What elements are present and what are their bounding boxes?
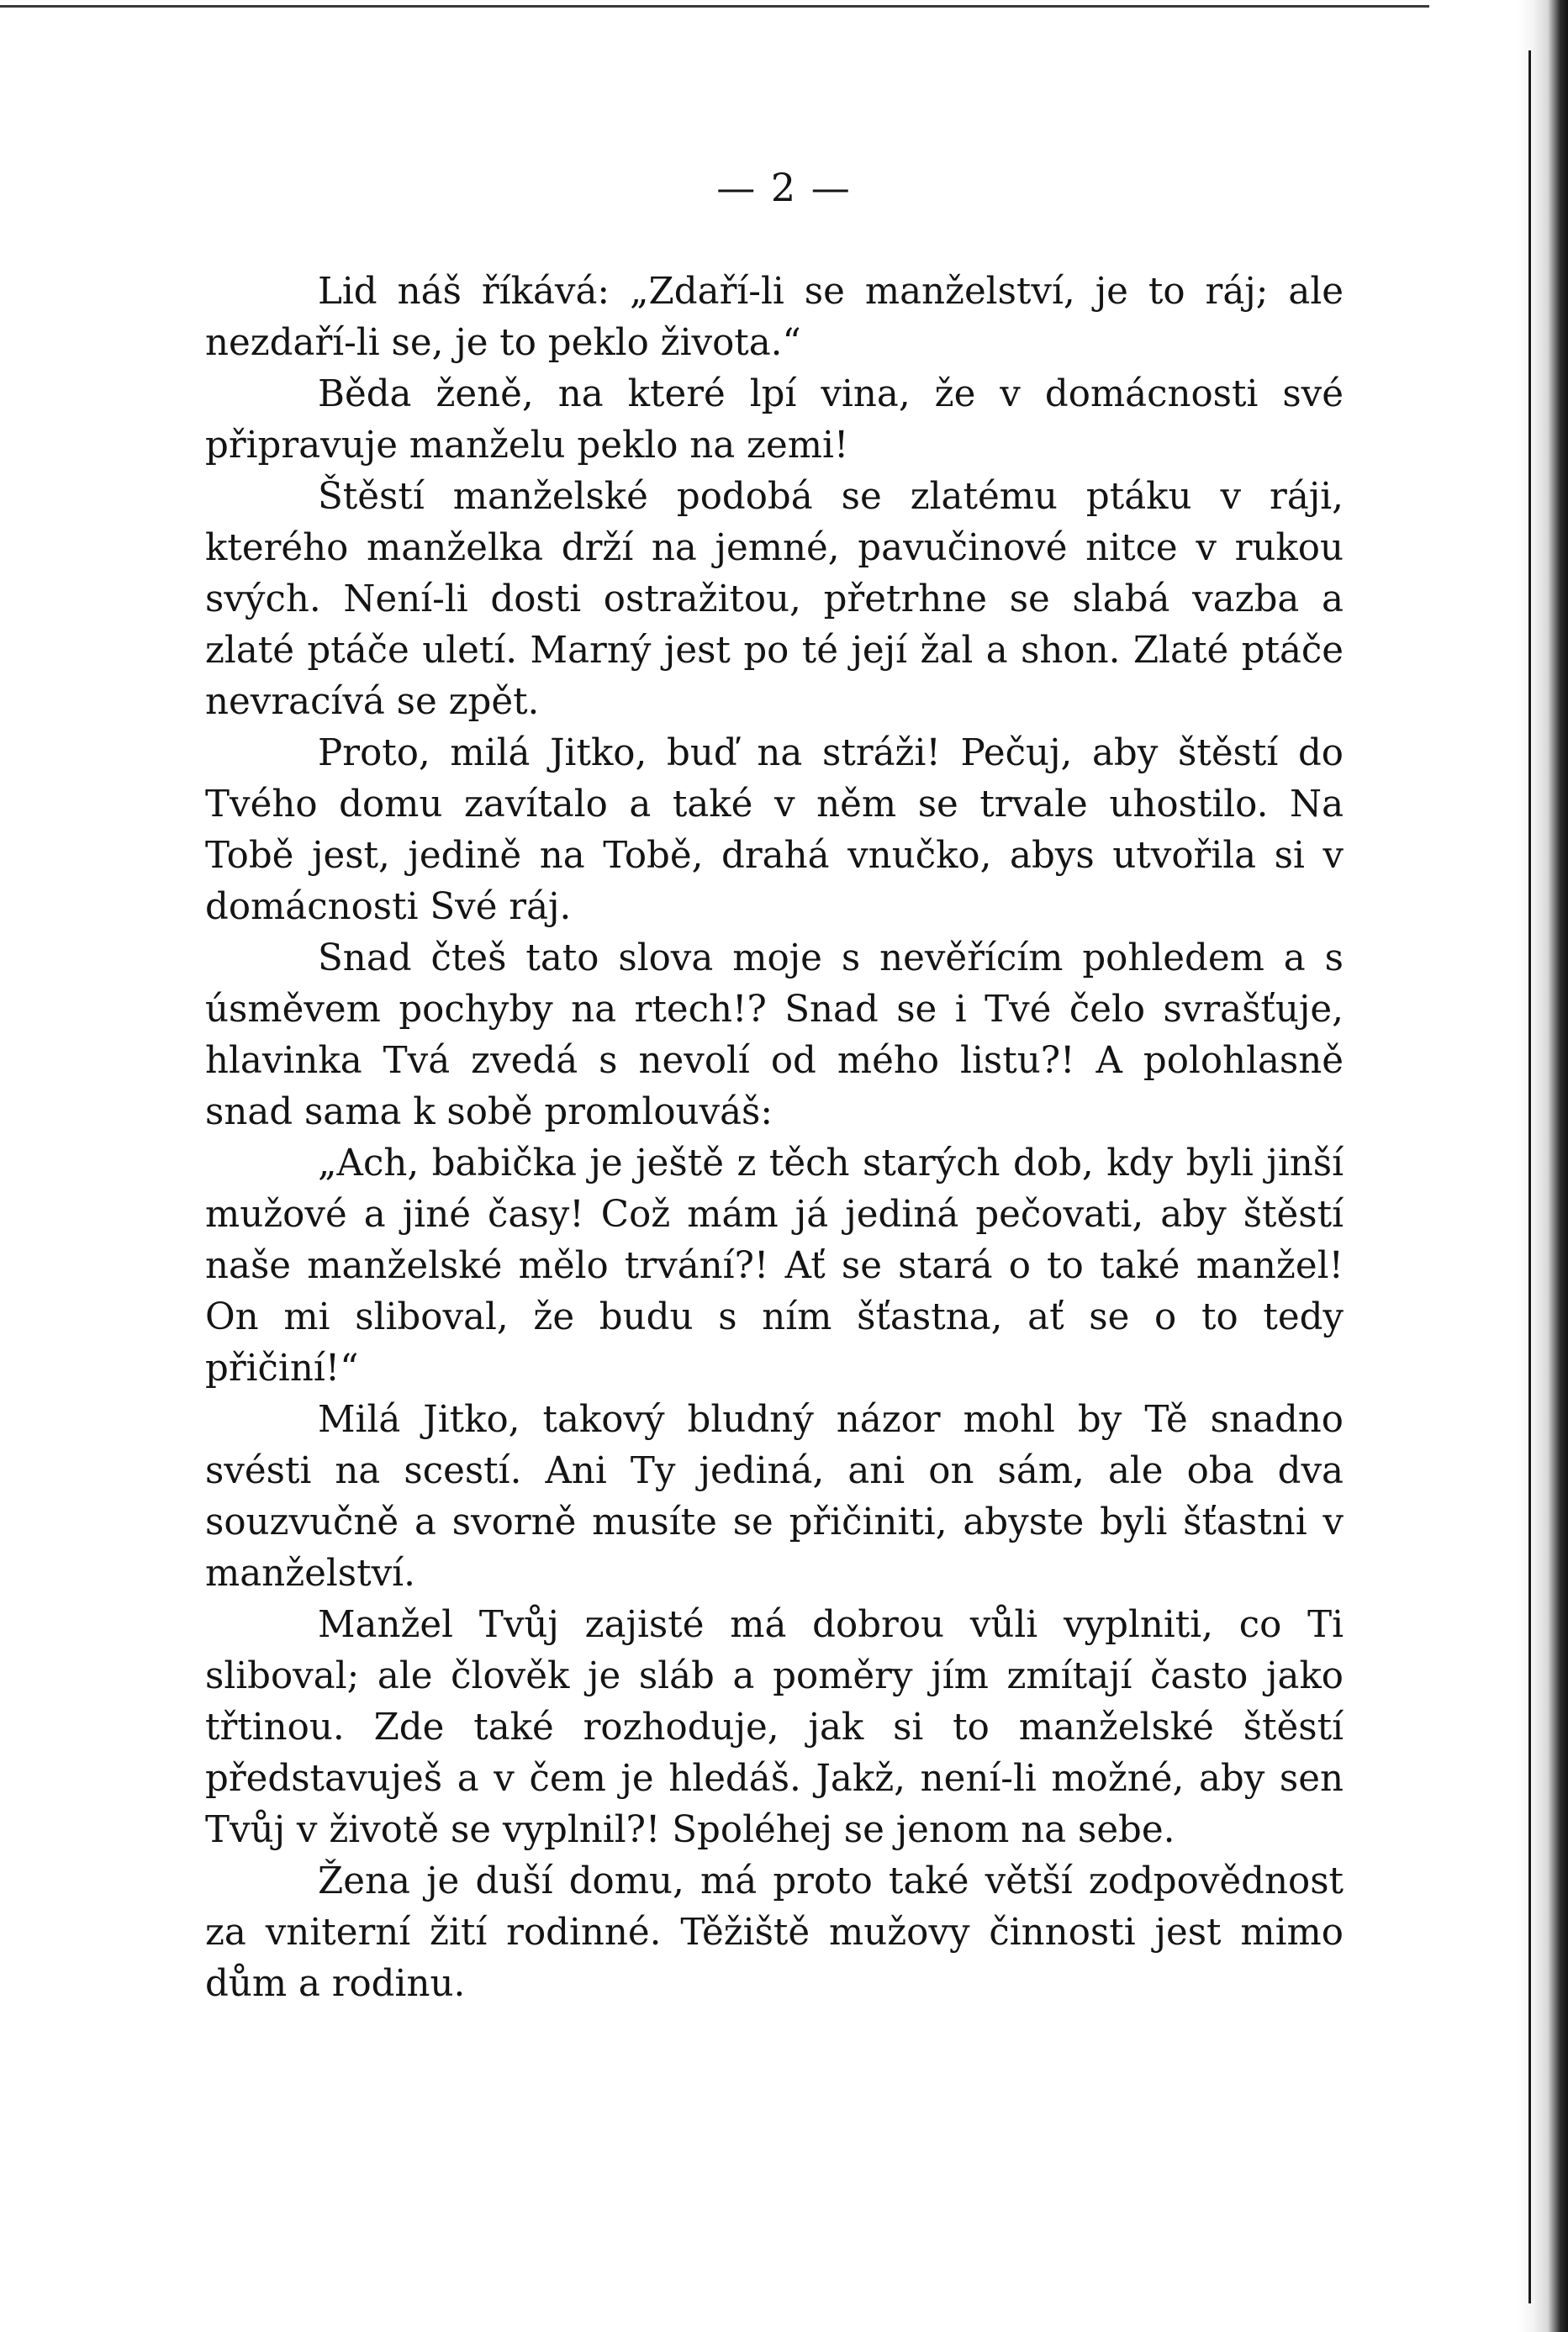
paragraph: Lid náš říkává: „Zdaří-li se manželství, je to ráj; ale nezdaří-li se, je to peklo života.“ <box>205 271 1344 364</box>
paragraph: „Ach, babička je ještě z těch starých dob, kdy byli jinší mužové a jiné časy! Což mám já jediná pečovati, aby štěstí naše manželské mělo trvání?! Ať se stará o to také manžel! On mi sliboval, že budu s ním šťastna, ať se o to tedy přičiní!“ <box>205 1142 1344 1390</box>
paragraph: Milá Jitko, takový bludný názor mohl by Tě snadno svésti na scestí. Ani Ty jediná, ani on sám, ale oba dva souzvučně a svorně musíte se přičiniti, abyste byli šťastni v manželství. <box>205 1399 1344 1595</box>
paragraph: Manžel Tvůj zajisté má dobrou vůli vyplniti, co Ti sliboval; ale člověk je sláb a poměry jím zmítají často jako třtinou. Zde také rozhoduje, jak si to manželské štěstí představuješ a v čem je hledáš. Jakž, není-li možné, aby sen Tvůj v životě se vyplnil?! Spoléhej se jenom na sebe. <box>205 1604 1344 1851</box>
paragraph: Štěstí manželské podobá se zlatému ptáku v ráji, kterého manželka drží na jemné, pavučinové nitce v rukou svých. Není-li dosti ostražitou, přetrhne se slabá vazba a zlaté ptáče uletí. Marný jest po té její žal a shon. Zlaté ptáče nevracívá se zpět. <box>205 476 1344 723</box>
page-number: — 2 — <box>716 165 852 210</box>
paragraph: Proto, milá Jitko, buď na stráži! Pečuj, aby štěstí do Tvého domu zavítalo a také v něm se trvale uhostilo. Na Tobě jest, jedině na Tobě, drahá vnučko, abys utvořila si v domácnosti Své ráj. <box>205 732 1344 928</box>
paragraph: Snad čteš tato slova moje s nevěřícím pohledem a s úsměvem pochyby na rtech!? Snad se i Tvé čelo svrašťuje, hlavinka Tvá zvedá s nevolí od mého listu?! A polohlasně snad sama k sobě promlouváš: <box>205 937 1344 1133</box>
page-top-edge <box>0 5 1429 8</box>
book-binding-shadow <box>1518 0 1568 2332</box>
paragraph: Žena je duší domu, má proto také větší zodpovědnost za vniterní žití rodinné. Těžiště mužovy činnosti jest mimo dům a rodinu. <box>205 1860 1344 2005</box>
body-text <box>205 266 1344 2010</box>
paragraph: Běda ženě, na které lpí vina, že v domácnosti své připravuje manželu peklo na zemi! <box>205 373 1344 467</box>
binding-line <box>1528 50 1531 2303</box>
